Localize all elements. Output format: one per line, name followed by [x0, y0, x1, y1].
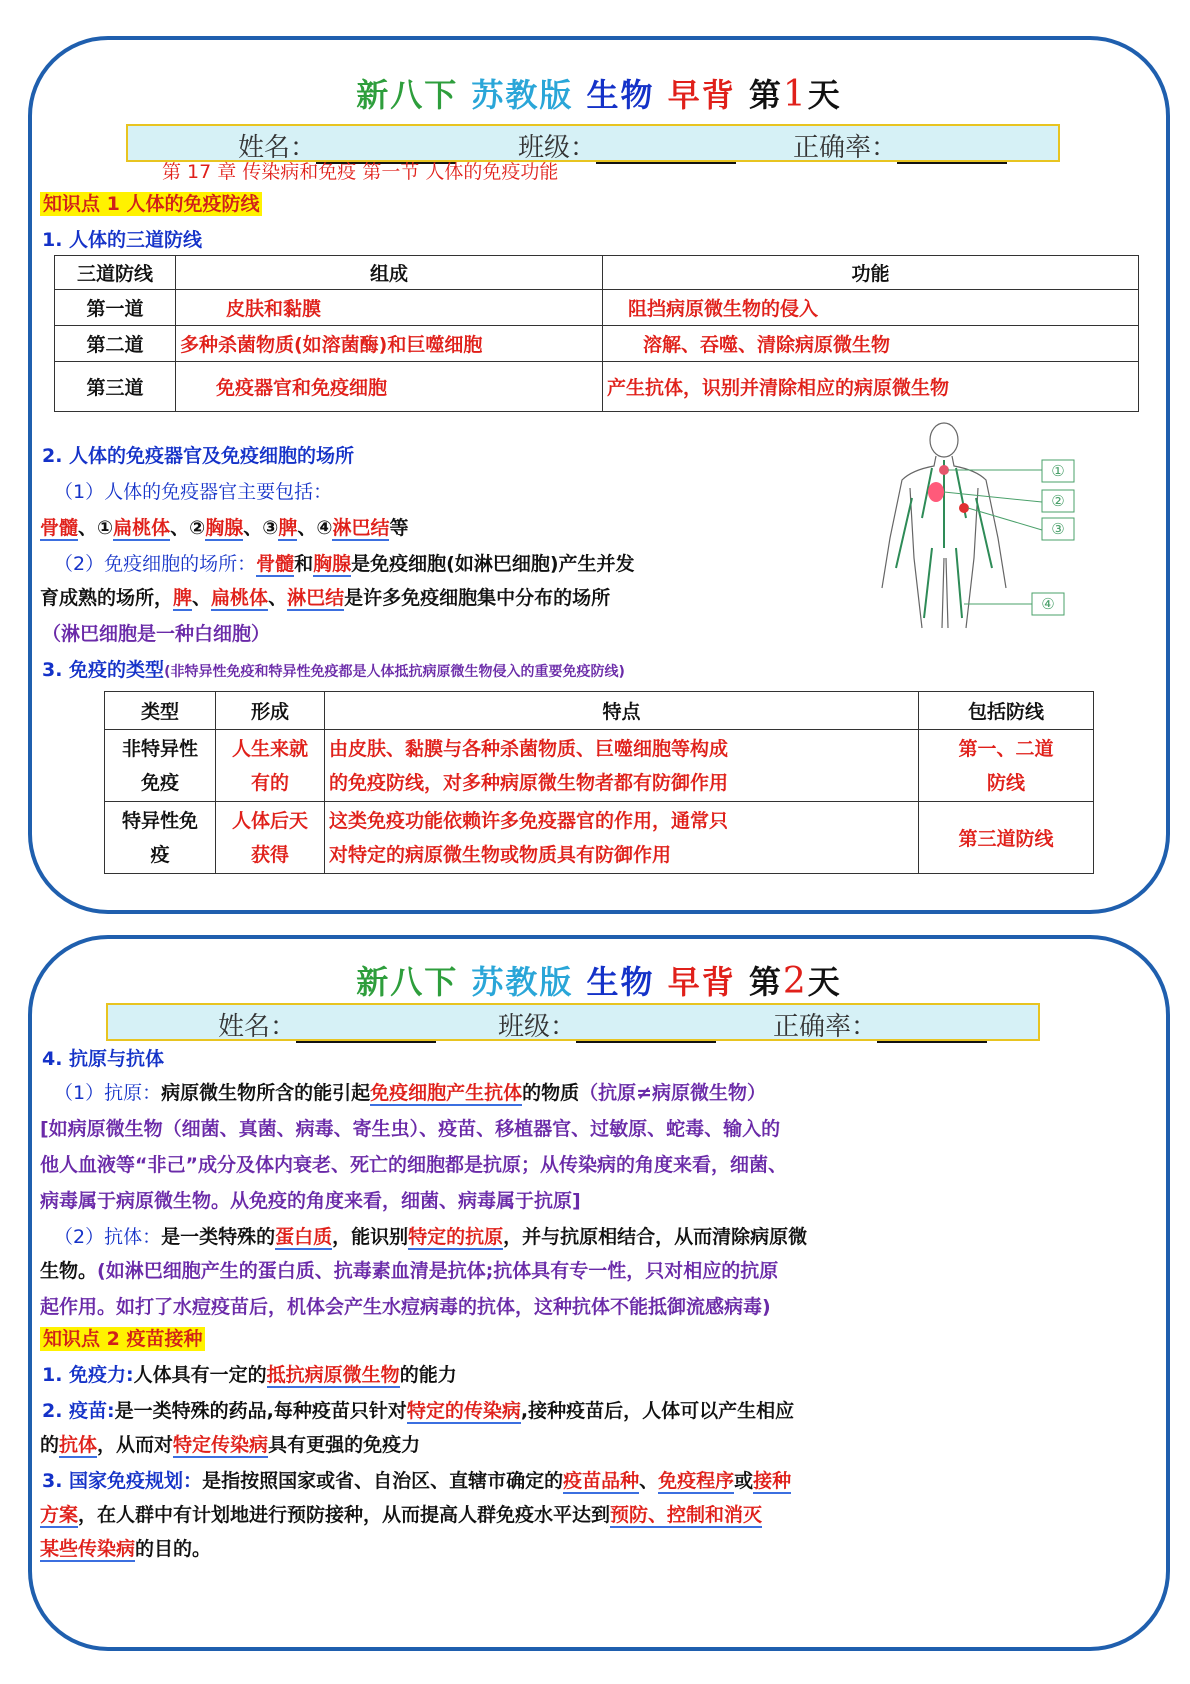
vaccine-definition: 2. 疫苗:是一类特殊的药品,每种疫苗只针对特定的传染病,接种疫苗后，人体可以产生相应 [42, 1400, 795, 1422]
immunity-definition: 1. 免疫力:人体具有一定的抵抗病原微生物的能力 [42, 1364, 457, 1386]
knowledge-point-2: 知识点 2 疫苗接种 [40, 1327, 205, 1351]
day2-name-bar [106, 1003, 1040, 1041]
antibody-definition: （2）抗体：是一类特殊的蛋白质，能识别特定的抗原，并与抗原相结合，从而清除病原微 [54, 1226, 808, 1248]
section-2-1: （1）人体的免疫器官主要包括： [54, 481, 333, 503]
table-row: 第一道 皮肤和黏膜 阻挡病原微生物的侵入 [55, 290, 1139, 326]
table-header: 包括防线 [919, 692, 1094, 730]
name-blank[interactable] [296, 1011, 436, 1043]
section-4-heading: 4. 抗原与抗体 [42, 1048, 165, 1070]
table-header: 组成 [176, 256, 603, 290]
rate-label: 正确率： [793, 133, 898, 162]
table-header: 类型 [105, 692, 216, 730]
name-label: 姓名： [218, 1012, 297, 1041]
table-row: 第三道 免疫器官和免疫细胞 产生抗体，识别并清除相应的病原微生物 [55, 362, 1139, 412]
class-blank[interactable] [596, 132, 736, 164]
antigen-examples-1: [如病原微生物（细菌、真菌、病毒、寄生虫）、疫苗、移植器官、过敏原、蛇毒、输入的 [40, 1118, 781, 1140]
section-2-2: （2）免疫细胞的场所：骨髓和胸腺是免疫细胞(如淋巴细胞)产生并发 [54, 553, 635, 575]
class-blank[interactable] [576, 1011, 716, 1043]
section-2-heading: 2. 人体的免疫器官及免疫细胞的场所 [42, 445, 355, 467]
day2-card [28, 935, 1170, 1651]
figure-label: ② [1051, 492, 1065, 510]
antigen-examples-2: 他人血液等“非己”成分及体内衰老、死亡的细胞都是抗原；从传染病的角度来看，细菌、 [40, 1154, 787, 1176]
day1-name-bar [126, 124, 1060, 162]
figure-label: ③ [1051, 520, 1065, 538]
organs-line: 骨髓、①扁桃体、②胸腺、③脾、④淋巴结等 [40, 517, 409, 539]
figure-label: ④ [1041, 595, 1055, 613]
table-header: 形成 [216, 692, 325, 730]
class-label: 班级： [518, 133, 597, 162]
table-header: 三道防线 [55, 256, 176, 290]
national-immunization: 3. 国家免疫规划：是指按照国家或省、自治区、直辖市确定的疫苗品种、免疫程序或接种 [42, 1470, 792, 1492]
chapter-heading: 第 17 章 传染病和免疫 第一节 人体的免疫功能 [162, 161, 559, 183]
national-immunization-line3: 某些传染病的目的。 [40, 1538, 212, 1560]
figure-label: ① [1051, 462, 1065, 480]
rate-label: 正确率： [773, 1012, 878, 1041]
vaccine-line2: 的抗体，从而对特定传染病具有更强的免疫力 [40, 1434, 421, 1456]
rate-blank[interactable] [877, 1011, 987, 1043]
antigen-examples-3: 病毒属于病原微生物。从免疫的角度来看，细菌、病毒属于抗原] [40, 1190, 581, 1212]
national-immunization-line2: 方案，在人群中有计划地进行预防接种，从而提高人群免疫水平达到预防、控制和消灭 [40, 1504, 763, 1526]
antigen-definition: （1）抗原：病原微生物所含的能引起免疫细胞产生抗体的物质（抗原≠病原微生物） [54, 1082, 767, 1104]
knowledge-point-1: 知识点 1 人体的免疫防线 [40, 192, 262, 216]
section-1-heading: 1. 人体的三道防线 [42, 229, 203, 251]
name-label: 姓名： [238, 133, 317, 162]
defense-table [54, 255, 1139, 412]
table-row: 特异性免 疫 人体后天 获得 这类免疫功能依赖许多免疫器官的作用，通常只 对特定的病原微生物或物质具有防御作用 第三道防线 [105, 802, 1094, 874]
immune-organs-figure [852, 418, 1092, 634]
table-row: 第二道 多种杀菌物质(如溶菌酶)和巨噬细胞 溶解、吞噬、清除病原微生物 [55, 326, 1139, 362]
day1-title: 新八下 苏教版 生物 早背 第1天 [356, 74, 842, 115]
section-2-2-line2: 育成熟的场所，脾、扁桃体、淋巴结是许多免疫细胞集中分布的场所 [40, 587, 611, 609]
lymphocyte-note: （淋巴细胞是一种白细胞） [42, 623, 271, 645]
antibody-line2: 生物。(如淋巴细胞产生的蛋白质、抗毒素血清是抗体;抗体具有专一性，只对相应的抗原 [40, 1260, 779, 1282]
antibody-line3: 起作用。如打了水痘疫苗后，机体会产生水痘病毒的抗体，这种抗体不能抵御流感病毒) [40, 1296, 771, 1318]
immunity-type-table [104, 691, 1094, 874]
class-label: 班级： [498, 1012, 577, 1041]
day1-card [28, 36, 1170, 914]
rate-blank[interactable] [897, 132, 1007, 164]
section-3-heading: 3. 免疫的类型(非特异性免疫和特异性免疫都是人体抵抗病原微生物侵入的重要免疫防线) [42, 659, 625, 681]
table-header: 功能 [603, 256, 1139, 290]
day2-title: 新八下 苏教版 生物 早背 第2天 [356, 961, 842, 1002]
table-row: 非特异性 免疫 人生来就 有的 由皮肤、黏膜与各种杀菌物质、巨噬细胞等构成 的免疫防线，对多种病原微生物者都有防御作用 第一、二道 防线 [105, 730, 1094, 802]
table-header: 特点 [325, 692, 919, 730]
